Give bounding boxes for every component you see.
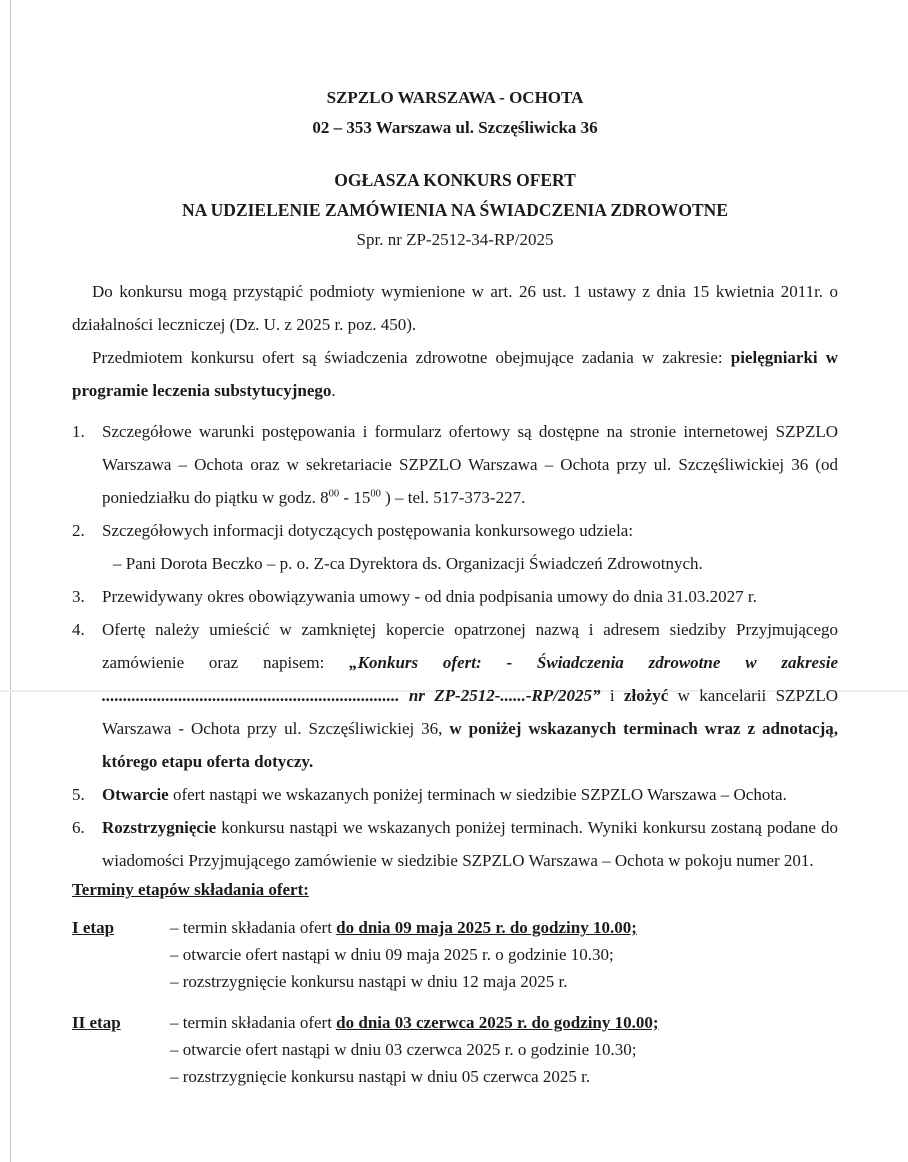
stage-2-label: II etap xyxy=(72,1013,121,1032)
list-item-6 xyxy=(72,811,838,877)
stage-1-deadline-line: – termin składania ofert do dnia 09 maja 2025 r. do godziny 10.00; xyxy=(170,918,637,937)
list-item-number: 6. xyxy=(72,818,85,837)
list-item-number: 1. xyxy=(72,422,85,441)
list-item-3 xyxy=(72,580,838,613)
stage-1-block xyxy=(72,914,838,995)
stage-1-lines xyxy=(170,914,838,995)
org-name: SZPZLO WARSZAWA - OCHOTA xyxy=(326,88,584,107)
list-item-text: Ofertę należy umieścić w zamkniętej kopercie opatrzonej nazwą i adresem siedziby Przyjmującego zamówienie oraz napisem: „Konkurs ofert: - Świadczenia zdrowotne w zakresie ...................................................................... nr ZP-2512-......-RP/2025” i złożyć w kancelarii SZPZLO Warszawa - Ochota przy ul. Szczęśliwickiej 36, w poniżej wskazanych terminach wraz z adnotacją, którego etapu oferta dotyczy. xyxy=(102,620,838,771)
header-spacer xyxy=(72,143,838,165)
list-item-number: 3. xyxy=(72,587,85,606)
stage-2-opening-line: – otwarcie ofert nastąpi w dniu 03 czerwca 2025 r. o godzinie 10.30; xyxy=(170,1040,637,1059)
stage-1-resolution-line: – rozstrzygnięcie konkursu nastąpi w dniu 12 maja 2025 r. xyxy=(170,972,568,991)
list-item-2 xyxy=(72,514,838,580)
list-item-body xyxy=(102,514,838,580)
terms-heading: Terminy etapów składania ofert: xyxy=(72,880,309,899)
list-item-number: 2. xyxy=(72,521,85,540)
announcement-title-line1: OGŁASZA KONKURS OFERT xyxy=(334,170,576,190)
numbered-list xyxy=(72,415,838,877)
list-item-5 xyxy=(72,778,838,811)
list-item-text: Otwarcie ofert nastąpi we wskazanych poniżej terminach w siedzibie SZPZLO Warszawa – Ochota. xyxy=(102,785,787,804)
list-item-text: Przewidywany okres obowiązywania umowy - od dnia podpisania umowy do dnia 31.03.2027 r. xyxy=(102,587,757,606)
stage-2-block xyxy=(72,1009,838,1090)
scan-edge-line xyxy=(10,0,11,1162)
list-item-number: 5. xyxy=(72,785,85,804)
list-item-4 xyxy=(72,613,838,778)
intro-paragraph-1: Do konkursu mogą przystąpić podmioty wymienione w art. 26 ust. 1 ustawy z dnia 15 kwietnia 2011r. o działalności leczniczej (Dz. U. z 2025 r. poz. 450). xyxy=(72,282,838,334)
case-number: Spr. nr ZP-2512-34-RP/2025 xyxy=(356,230,554,249)
stage-1-label: I etap xyxy=(72,918,115,937)
intro-section xyxy=(72,275,838,407)
list-item-number: 4. xyxy=(72,620,85,639)
list-item-text: Rozstrzygnięcie konkursu nastąpi we wskazanych poniżej terminach. Wyniki konkursu zostaną podane do wiadomości Przyjmującego zamówienie w siedzibie SZPZLO Warszawa – Ochota w pokoju numer 201. xyxy=(102,818,838,870)
stage-2-lines xyxy=(170,1009,838,1090)
list-subitem-contact-person: – Pani Dorota Beczko – p. o. Z-ca Dyrektora ds. Organizacji Świadczeń Zdrowotnych. xyxy=(113,554,703,573)
stage-1-opening-line: – otwarcie ofert nastąpi w dniu 09 maja 2025 r. o godzinie 10.30; xyxy=(170,945,614,964)
stage-2-resolution-line: – rozstrzygnięcie konkursu nastąpi w dniu 05 czerwca 2025 r. xyxy=(170,1067,591,1086)
org-address: 02 – 353 Warszawa ul. Szczęśliwicka 36 xyxy=(312,118,598,137)
announcement-title-line2: NA UDZIELENIE ZAMÓWIENIA NA ŚWIADCZENIA ZDROWOTNE xyxy=(181,200,728,220)
list-item-text: Szczegółowe warunki postępowania i formularz ofertowy są dostępne na stronie internetowej SZPZLO Warszawa – Ochota oraz w sekretariacie SZPZLO Warszawa – Ochota przy ul. Szczęśliwickiej 36 (od poniedziałku do piątku w godz. $8^{00} - 15^{00}$ ) – tel. 517-373-227. xyxy=(102,422,838,507)
intro-paragraph-2: Przedmiotem konkursu ofert są świadczenia zdrowotne obejmujące zadania w zakresie: pielęgniarki w programie leczenia substytucyjnego. xyxy=(72,348,839,400)
document-content xyxy=(72,83,838,1090)
stage-2-deadline-line: – termin składania ofert do dnia 03 czerwca 2025 r. do godziny 10.00; xyxy=(170,1013,659,1032)
list-item-1 xyxy=(72,415,838,514)
list-item-text: Szczegółowych informacji dotyczących postępowania konkursowego udziela: xyxy=(102,521,634,540)
